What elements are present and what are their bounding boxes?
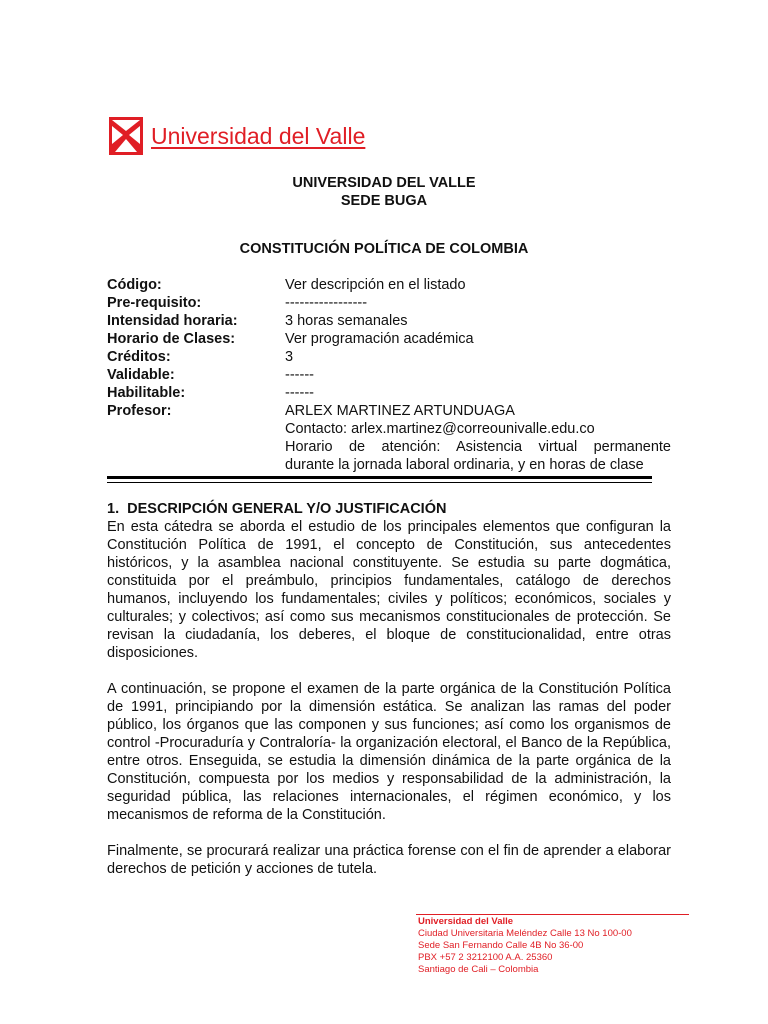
info-row-codigo [107, 276, 671, 294]
horario-value: Ver programación académica [285, 331, 474, 347]
profesor-details [285, 402, 671, 474]
section-heading: 1. DESCRIPCIÓN GENERAL Y/O JUSTIFICACIÓN [107, 501, 447, 517]
info-row-profesor [107, 402, 671, 474]
footer-title: Universidad del Valle [418, 916, 514, 927]
info-row-habilitable [107, 384, 671, 402]
habilitable-value: ------ [285, 385, 314, 401]
paragraph-2: A continuación, se propone el examen de la parte orgánica de la Constitución Política de 1991, principiando por la dimensión estática. Se analizan las ramas del poder público, los órganos que las componen y sus funciones; así como los organismos de control -Procuraduría y Contraloría- la organización electoral, el Banco de la República, entre otros. Enseguida, se estudia la dimensión dinámica de la parte orgánica de la Constitución, compuesta por los medios y responsabilidad de la administración, la seguridad pública, las relaciones internacionales, el régimen económico, y los mecanismos de reforma de la Constitución. [107, 681, 671, 823]
footer-line: Sede San Fernando Calle 4B No 36-00 [418, 940, 584, 951]
creditos-label: Créditos: [107, 349, 171, 365]
horario-label: Horario de Clases: [107, 331, 236, 347]
footer-line: Santiago de Cali – Colombia [418, 964, 539, 975]
info-row-validable [107, 366, 671, 384]
prereq-label: Pre-requisito: [107, 295, 202, 311]
divider-thick [107, 476, 652, 479]
institution-name: UNIVERSIDAD DEL VALLE [292, 175, 476, 191]
footer-line: Ciudad Universitaria Meléndez Calle 13 No 100-00 [418, 928, 632, 939]
info-row-horario [107, 330, 671, 348]
profesor-label: Profesor: [107, 403, 172, 419]
prereq-value: ----------------- [285, 295, 368, 311]
info-row-creditos [107, 348, 671, 366]
validable-value: ------ [285, 367, 314, 383]
habilitable-label: Habilitable: [107, 385, 186, 401]
footer-divider [416, 914, 689, 915]
profesor-hours-line2: durante la jornada laboral ordinaria, y en horas de clase [285, 457, 644, 473]
codigo-label: Código: [107, 277, 162, 293]
paragraph-1: En esta cátedra se aborda el estudio de los principales elementos que configuran la Constitución Política de 1991, el concepto de Constitución, sus antecedentes históricos, y la asamblea nacional constituyente. Se estudia su parte dogmática, constituida por el preámbulo, principios fundamentales, catálogo de derechos humanos, incluyendo los fundamentales; civiles y políticos; económicos, sociales y culturales; y colectivos; así como sus mecanismos constitucionales de protección. Se revisan la ciudadanía, los deberes, el bloque de constitucionalidad, entre otras disposiciones. [107, 519, 671, 661]
codigo-value: Ver descripción en el listado [285, 277, 466, 293]
profesor-contact: Contacto: arlex.martinez@correounivalle.edu.co [285, 421, 595, 437]
footer-address [418, 916, 632, 976]
campus-name: SEDE BUGA [340, 193, 428, 209]
footer-line: PBX +57 2 3212100 A.A. 25360 [418, 952, 553, 963]
profesor-hours-line1: Horario de atención: Asistencia virtual permanente [285, 439, 671, 455]
intensidad-label: Intensidad horaria: [107, 313, 238, 329]
validable-label: Validable: [107, 367, 175, 383]
logo-text: Universidad del Valle [151, 123, 366, 149]
course-title: CONSTITUCIÓN POLÍTICA DE COLOMBIA [239, 241, 529, 257]
intensidad-value: 3 horas semanales [285, 313, 408, 329]
university-logo [109, 117, 365, 155]
creditos-value: 3 [285, 349, 294, 365]
paragraph-3: Finalmente, se procurará realizar una práctica forense con el fin de aprender a elaborar derechos de petición y acciones de tutela. [107, 843, 671, 877]
divider-thin [107, 482, 652, 483]
info-row-prerequisito [107, 294, 671, 312]
course-info-table [107, 276, 671, 474]
info-row-intensidad [107, 312, 671, 330]
univalle-emblem-icon [109, 117, 143, 155]
profesor-name: ARLEX MARTINEZ ARTUNDUAGA [285, 403, 515, 419]
